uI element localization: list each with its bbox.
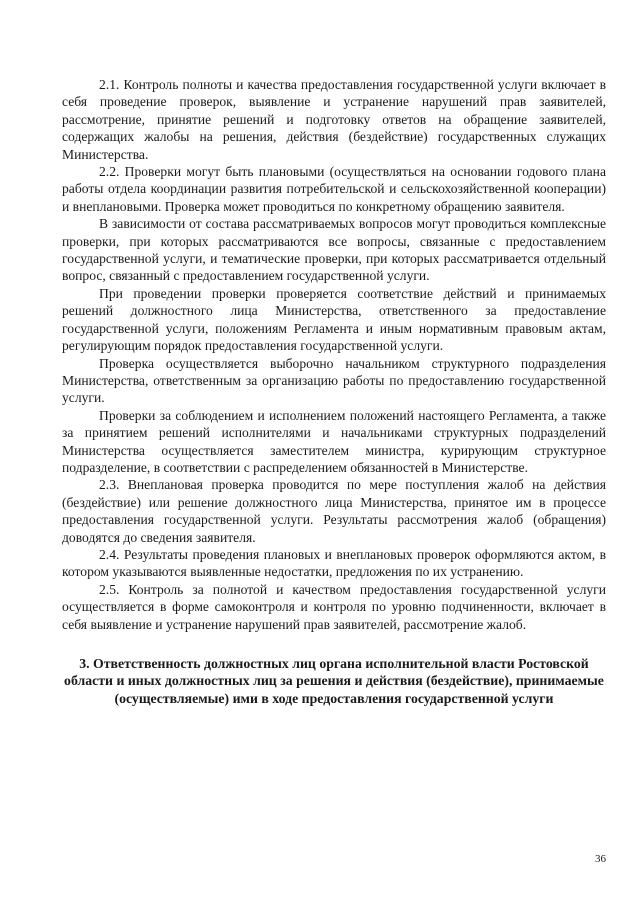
page-number: 36 <box>595 853 606 865</box>
document-page <box>62 76 606 707</box>
paragraph-2-5: 2.5. Контроль за полнотой и качеством предоставления государственной услуги осуществляется в форме самоконтроля и контроля по уровню подчиненности, включает в себя выявление и устранение нарушений прав заявителей, рассмотрение жалоб. <box>62 581 606 632</box>
paragraph-check-scope: При проведении проверки проверяется соответствие действий и принимаемых решений должностного лица Министерства, ответственного за предоставление государственной услуги, положениям Регламента и иным нормативным правовым актам, регулирующим порядок предоставления государственной услуги. <box>62 285 606 354</box>
paragraph-2-2: 2.2. Проверки могут быть плановыми (осуществляться на основании годового плана работы отдела координации развития потребительской и сельскохозяйственной кооперации) и внеплановыми. Проверка может проводиться по конкретному обращению заявителя. <box>62 164 606 214</box>
paragraph-2-1: 2.1. Контроль полноты и качества предоставления государственной услуги включает в себя проведение проверок, выявление и устранение нарушений прав заявителей, рассмотрение, принятие решений и подготовку ответов на обращение заявителей, содержащих жалобы на решения, действия (бездействие) государственных служащих Министерства. <box>62 77 606 162</box>
paragraph-check-performer: Проверка осуществляется выборочно начальником структурного подразделения Министерства, ответственным за организацию работы по предоставлению государственной услуги. <box>62 355 606 406</box>
paragraph-2-3: 2.3. Внеплановая проверка проводится по мере поступления жалоб на действия (бездействие) или решение должностного лица Министерства, принятое им в процессе предоставления государственной услуги. Результаты рассмотрения жалоб (обращения) доводятся до сведения заявителя. <box>62 477 606 545</box>
paragraph-check-oversight: Проверки за соблюдением и исполнением положений настоящего Регламента, а также за принятием решений исполнителями и начальниками структурных подразделений Министерства осуществляется заместителем министра, курирующим структурное подразделение, в соответствии с распределением обязанностей в Министерстве. <box>62 407 606 475</box>
paragraph-2-4: 2.4. Результаты проведения плановых и внеплановых проверок оформляются актом, в котором указываются выявленные недостатки, предложения по их устранению. <box>62 546 606 580</box>
section-3-heading: 3. Ответственность должностных лиц органа исполнительной власти Ростовской области и иных должностных лиц за решения и действия (бездействие), принимаемые (осуществляемые) ими в ходе предоставления государственной услуги <box>64 656 604 706</box>
paragraph-check-types: В зависимости от состава рассматриваемых вопросов могут проводиться комплексные проверки, при которых рассматриваются все вопросы, связанные с предоставлением государственной услуги, и тематические проверки, при которых рассматривается отдельный вопрос, связанный с предоставлением государственной услуги. <box>62 216 606 284</box>
